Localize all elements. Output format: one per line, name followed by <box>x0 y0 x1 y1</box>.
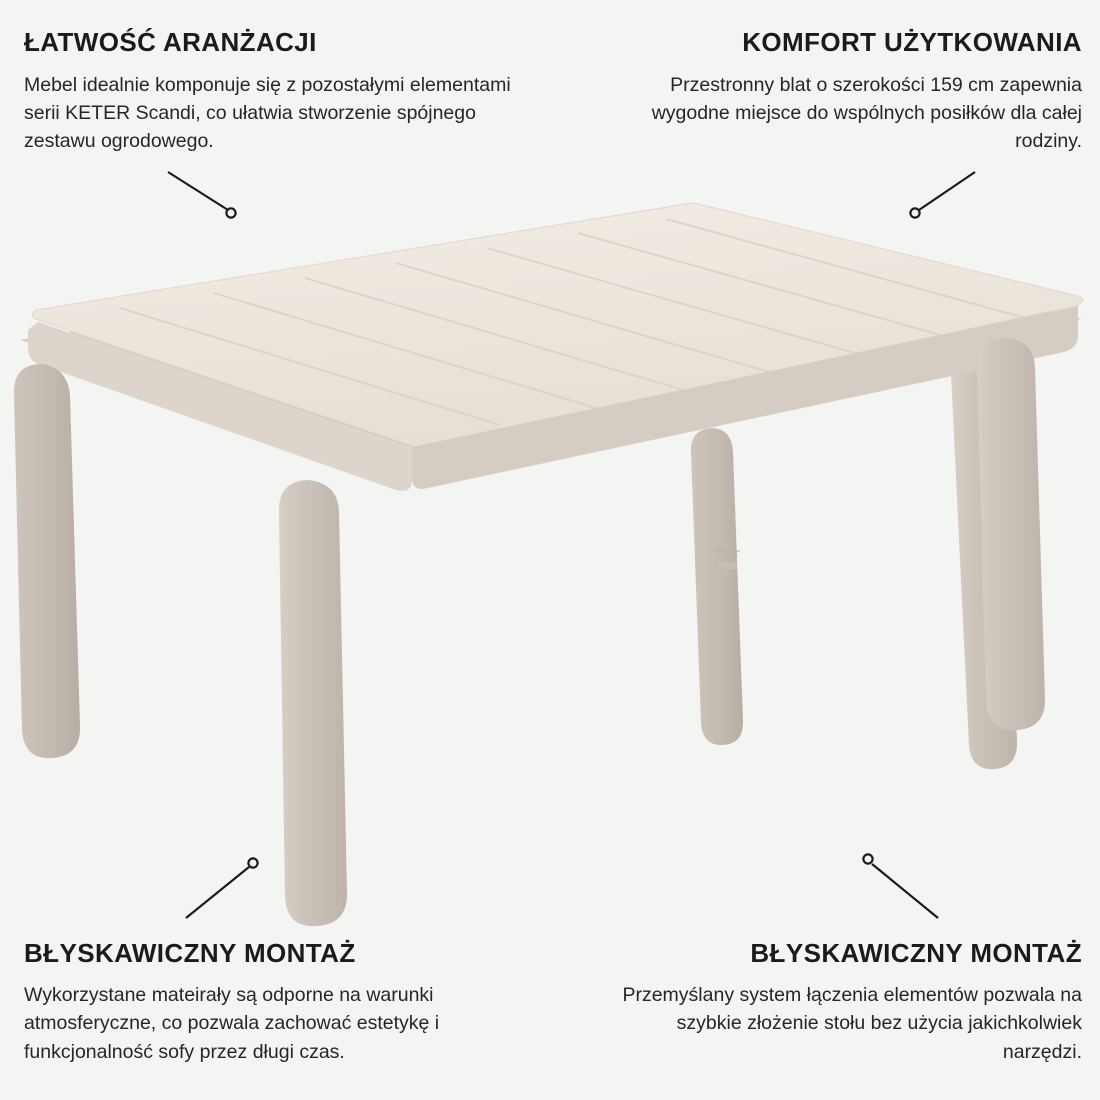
callout-top-right <box>612 28 1082 156</box>
product-image <box>0 150 1100 950</box>
table-leg-front-center <box>279 480 347 926</box>
callout-bottom-right-title: BŁYSKAWICZNY MONTAŻ <box>750 938 1082 969</box>
callout-top-right-body: Przestronny blat o szerokości 159 cm zapewnia wygodne miejsce do wspólnych posiłków dla całej rodziny. <box>651 73 1082 153</box>
callout-top-left-body: Mebel idealnie komponuje się z pozostałymi elementami serii KETER Scandi, co ułatwia stworzenie spójnego zestawu ogrodowego. <box>24 73 511 153</box>
callout-bottom-left <box>24 939 544 1066</box>
callout-bottom-left-title: BŁYSKAWICZNY MONTAŻ <box>24 938 356 969</box>
callout-top-left-title: ŁATWOŚĆ ARANŻACJI <box>24 27 317 57</box>
callout-bottom-right <box>612 939 1082 1066</box>
callout-bottom-left-body: Wykorzystane mateirały są odporne na warunki atmosferyczne, co pozwala zachować estetykę i funkcjonalność sofy przez długi czas. <box>24 984 440 1063</box>
callout-bottom-right-body: Przemyślany system łączenia elementów pozwala na szybkie złożenie stołu bez użycia jakichkolwiek narzędzi. <box>622 984 1082 1063</box>
callout-top-right-title: KOMFORT UŻYTKOWANIA <box>742 27 1082 57</box>
table-leg-front-right <box>977 338 1045 730</box>
table-leg-back-left <box>691 428 743 745</box>
table-leg-front-left <box>14 364 80 758</box>
callout-top-left <box>24 28 524 156</box>
